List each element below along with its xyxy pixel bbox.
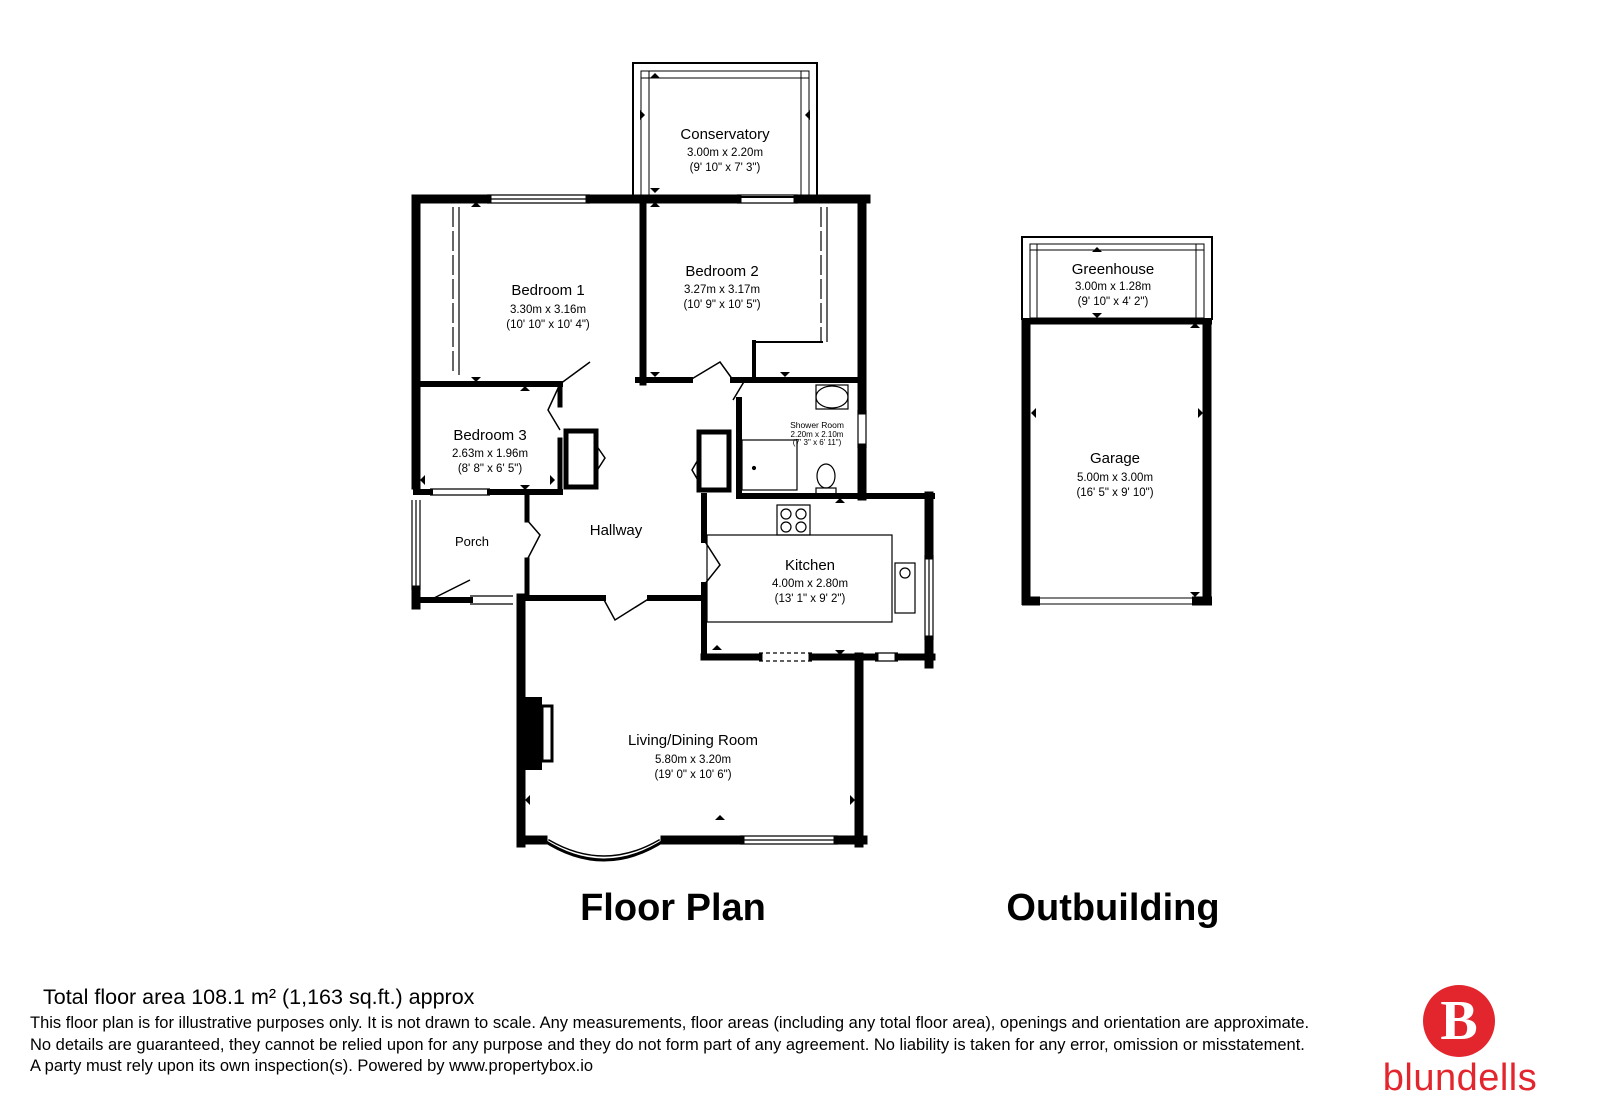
svg-text:Conservatory: Conservatory [680,126,770,143]
svg-text:(16' 5" x 9' 10"): (16' 5" x 9' 10") [1076,487,1154,499]
svg-text:Shower Room: Shower Room [790,420,844,430]
svg-text:(8' 8" x 6' 5"): (8' 8" x 6' 5") [457,463,523,475]
svg-text:5.80m x 3.20m: 5.80m x 3.20m [654,754,732,766]
porch-label [455,534,489,549]
conservatory-label [680,126,770,174]
svg-text:Kitchen: Kitchen [784,557,836,574]
logo-mark: B [1423,985,1495,1057]
svg-text:3.30m x 3.16m: 3.30m x 3.16m [509,304,587,316]
svg-text:5.00m x 3.00m: 5.00m x 3.00m [1076,472,1154,484]
svg-text:Hallway: Hallway [589,522,643,539]
svg-text:(9' 10" x 4' 2"): (9' 10" x 4' 2") [1077,296,1149,308]
svg-text:4.00m x 2.80m: 4.00m x 2.80m [771,578,849,590]
svg-text:Porch: Porch [455,534,489,549]
svg-text:Living/Dining Room: Living/Dining Room [627,732,759,749]
svg-text:(13' 1" x 9' 2"): (13' 1" x 9' 2") [774,593,846,605]
shower-room-label [790,420,844,447]
bedroom-2-label [683,263,760,311]
floor-plan-heading: Floor Plan [580,887,766,929]
outbuilding-heading: Outbuilding [1006,887,1220,929]
hallway-label [590,522,643,539]
total-floor-area: Total floor area 108.1 m² (1,163 sq.ft.) approx [43,985,475,1009]
bedroom-3-label [452,427,528,475]
svg-text:(9' 10" x 7' 3"): (9' 10" x 7' 3") [689,162,761,174]
greenhouse-label [1072,261,1155,308]
svg-text:2.20m x 2.10m: 2.20m x 2.10m [790,430,844,439]
svg-text:(10' 10" x 10' 4"): (10' 10" x 10' 4") [506,319,590,331]
disclaimer-text: This floor plan is for illustrative purposes only. It is not drawn to scale. Any measurements, floor areas (including any total floor area), openings and orientation are approximate. No details are guaranteed, they cannot be relied upon for any purpose and they do not form part of any agreement. No liability is taken for any error, omission or misstatement. A party must rely upon its own inspection(s). Powered by www.propertybox.io [30,1014,1310,1075]
svg-text:3.27m x 3.17m: 3.27m x 3.17m [683,284,761,296]
living-room-label [628,732,758,781]
svg-text:Bedroom 2: Bedroom 2 [685,263,759,280]
bedroom-1-label [506,282,590,331]
svg-text:Bedroom 1: Bedroom 1 [511,282,585,299]
svg-text:(10' 9" x 10' 5"): (10' 9" x 10' 5") [683,299,761,311]
svg-text:(19' 0" x 10' 6"): (19' 0" x 10' 6") [654,769,732,781]
svg-text:Greenhouse: Greenhouse [1071,261,1155,278]
kitchen-label [772,557,848,605]
svg-text:Bedroom 3: Bedroom 3 [453,427,527,444]
svg-text:3.00m x 2.20m: 3.00m x 2.20m [686,147,764,159]
svg-text:3.00m x 1.28m: 3.00m x 1.28m [1074,281,1152,293]
svg-text:(7' 3" x 6' 11"): (7' 3" x 6' 11") [792,438,842,447]
svg-text:Garage: Garage [1089,450,1141,467]
garage-label [1076,450,1153,499]
blundells-logo [1380,985,1560,1105]
logo-wordmark: blundells [1382,1057,1538,1099]
svg-text:2.63m x 1.96m: 2.63m x 1.96m [451,448,529,460]
